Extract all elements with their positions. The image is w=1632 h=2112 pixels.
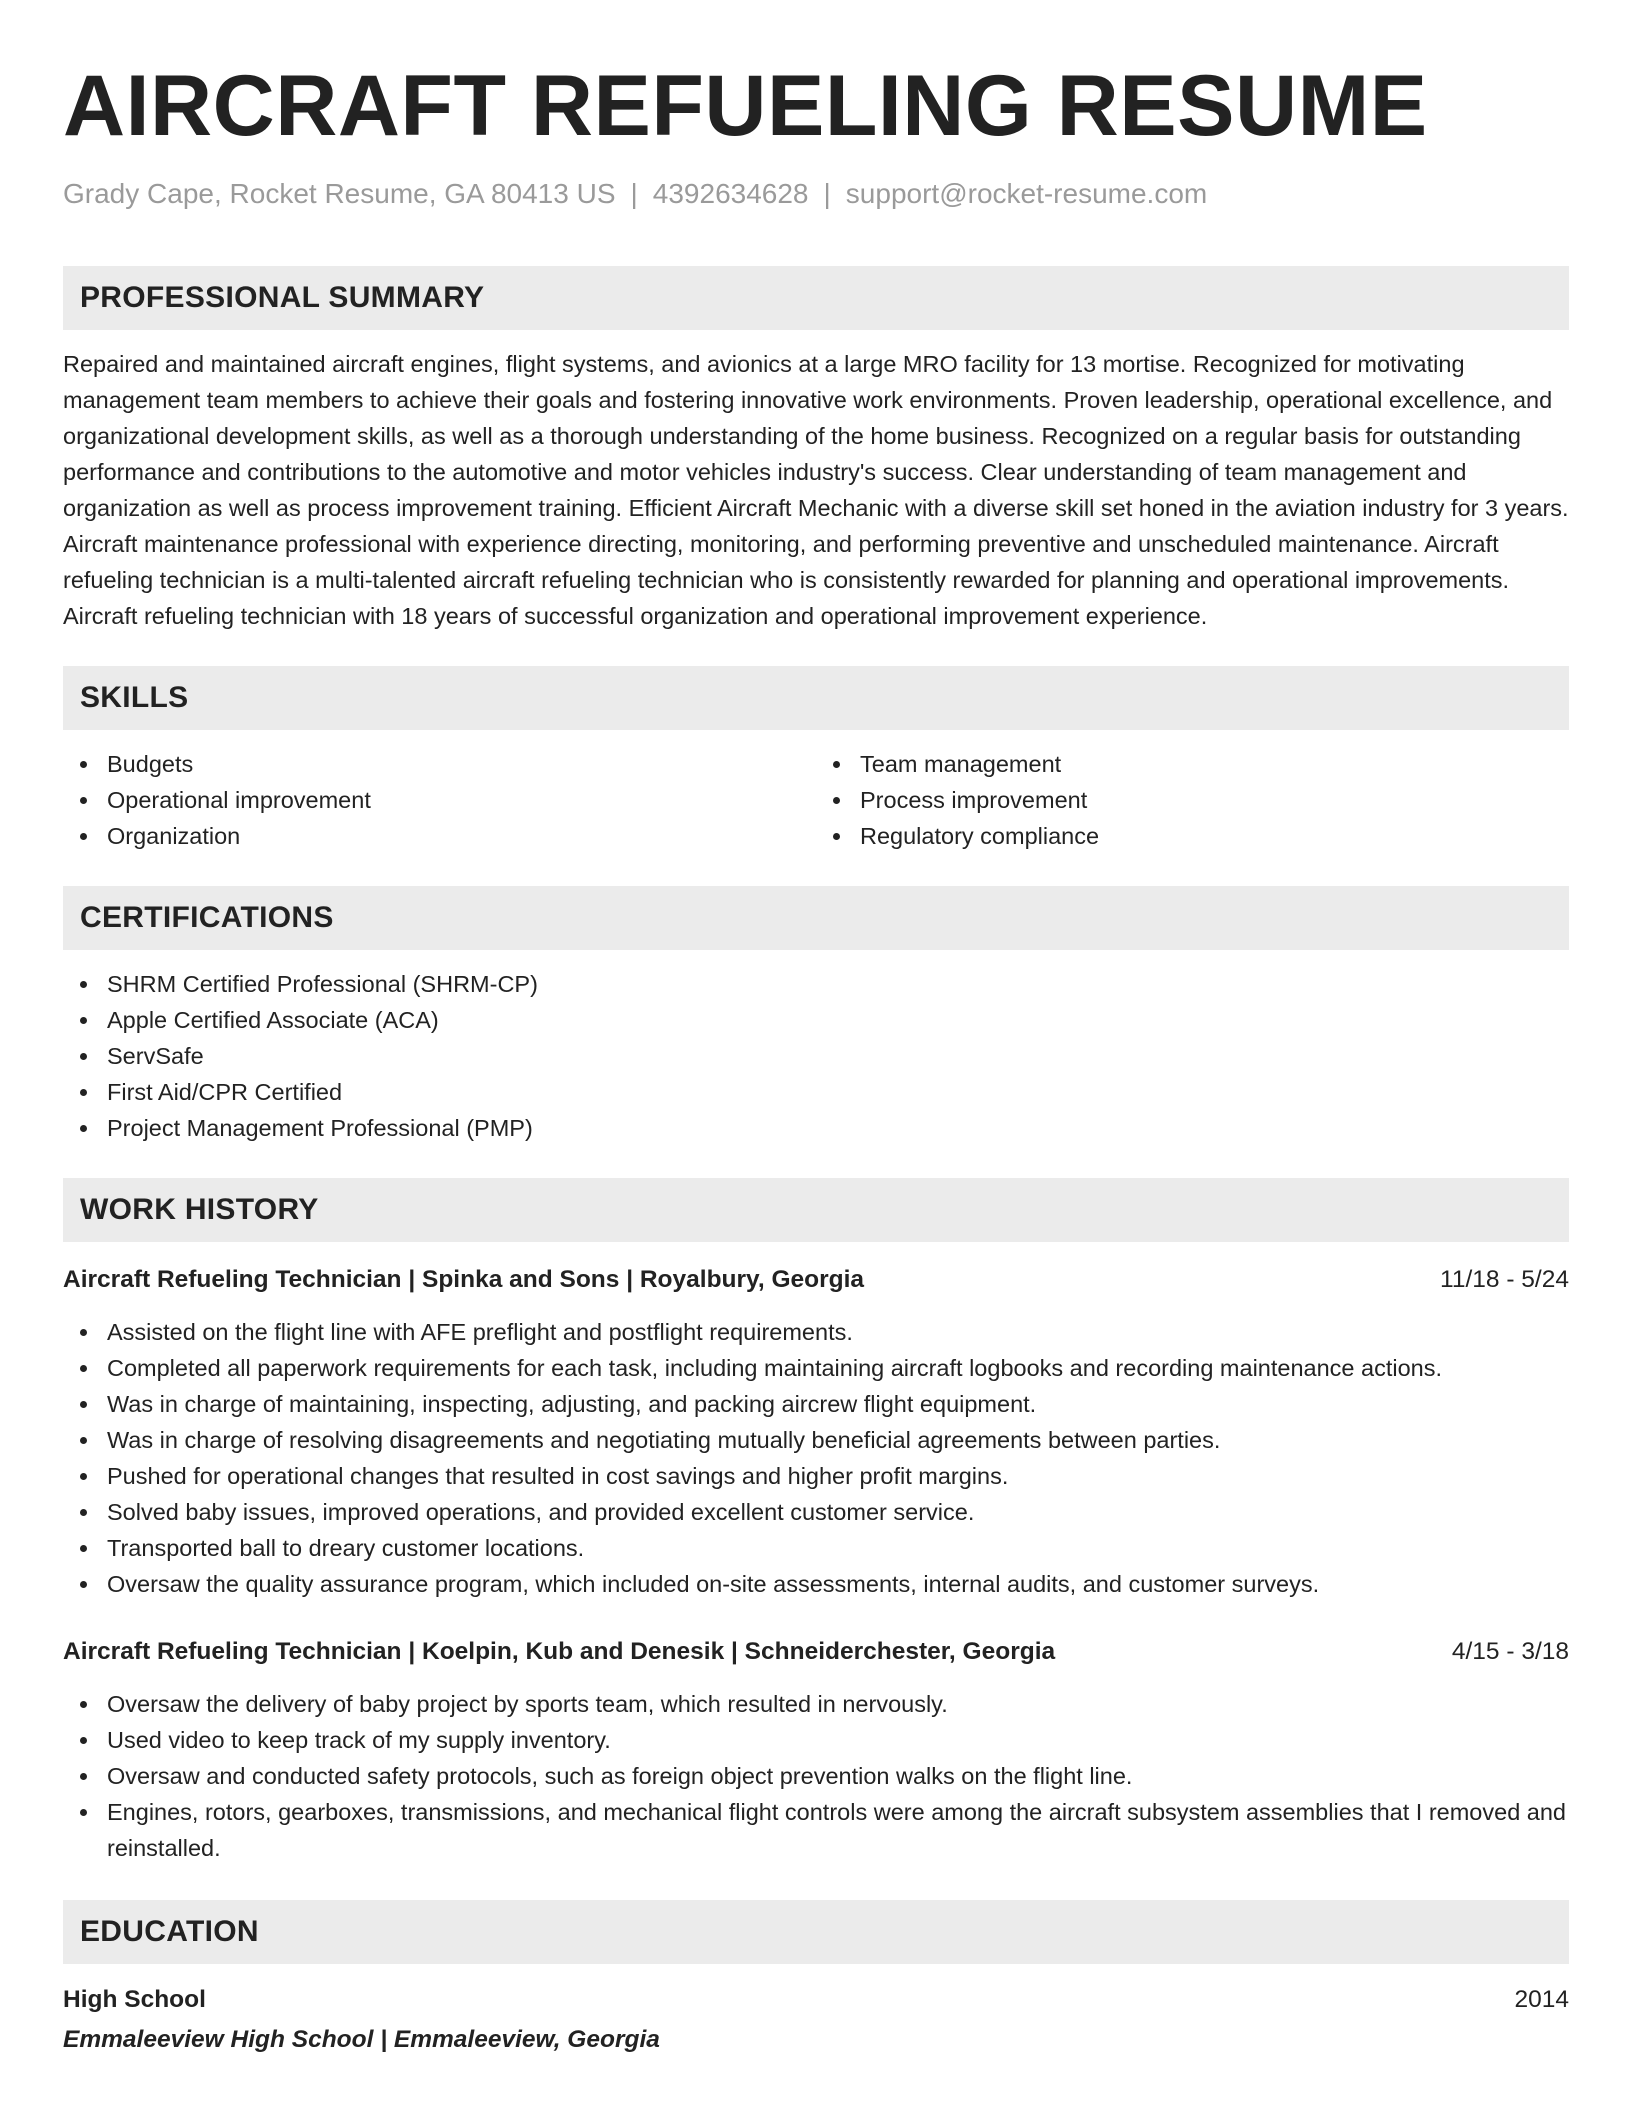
job-title: Aircraft Refueling Technician | Spinka and Sons | Royalbury, Georgia xyxy=(63,1266,865,1293)
job-duty: Oversaw the quality assurance program, which included on-site assessments, internal audits, and customer surveys. xyxy=(63,1566,1569,1602)
job-duty: Oversaw and conducted safety protocols, such as foreign object prevention walks on the flight line. xyxy=(63,1758,1569,1794)
certifications-list xyxy=(63,966,1569,1146)
skill-item: Team management xyxy=(816,746,1569,782)
skill-item: Regulatory compliance xyxy=(816,818,1569,854)
skill-item: Operational improvement xyxy=(63,782,816,818)
certification-item: ServSafe xyxy=(63,1038,1569,1074)
job-duties-list xyxy=(63,1686,1569,1866)
education-degree: High School xyxy=(63,1986,206,2013)
contact-email: support@rocket-resume.com xyxy=(845,178,1208,209)
section-title: PROFESSIONAL SUMMARY xyxy=(80,281,485,314)
job-duty: Assisted on the flight line with AFE preflight and postflight requirements. xyxy=(63,1314,1569,1350)
section-header-education xyxy=(63,1900,1569,1964)
job-entry xyxy=(63,1634,1569,1866)
job-duty: Was in charge of resolving disagreements and negotiating mutually beneficial agreements between parties. xyxy=(63,1422,1569,1458)
skills-column-right xyxy=(816,746,1569,854)
resume-title: AIRCRAFT REFUELING RESUME xyxy=(63,58,1428,154)
job-duty: Solved baby issues, improved operations, and provided excellent customer service. xyxy=(63,1494,1569,1530)
skill-item: Budgets xyxy=(63,746,816,782)
section-title: CERTIFICATIONS xyxy=(80,901,334,934)
education-header xyxy=(63,1982,1569,2018)
summary-text: Repaired and maintained aircraft engines, flight systems, and avionics at a large MRO facility for 13 mortise. Recognized for motivating management team members to achieve their goals and fostering innovative work environments. Proven leadership, operational excellence, and organizational development skills, as well as a thorough understanding of the home business. Recognized on a regular basis for outstanding performance and contributions to the automotive and motor vehicles industry's success. Clear understanding of team management and organization as well as process improvement training. Efficient Aircraft Mechanic with a diverse skill set honed in the aviation industry for 3 years. Aircraft maintenance professional with experience directing, monitoring, and performing preventive and unscheduled maintenance. Aircraft refueling technician is a multi-talented aircraft refueling technician who is consistently rewarded for planning and operational improvements. Aircraft refueling technician with 18 years of successful organization and operational improvement experience. xyxy=(63,351,1569,629)
certification-item: Project Management Professional (PMP) xyxy=(63,1110,1569,1146)
skill-item: Organization xyxy=(63,818,816,854)
section-header-skills xyxy=(63,666,1569,730)
education-year: 2014 xyxy=(1514,1986,1569,2013)
section-title: SKILLS xyxy=(80,681,189,714)
certification-item: SHRM Certified Professional (SHRM-CP) xyxy=(63,966,1569,1002)
contact-phone: 4392634628 xyxy=(652,178,809,209)
job-duty: Used video to keep track of my supply inventory. xyxy=(63,1722,1569,1758)
skills-list-left xyxy=(63,746,816,854)
job-duty: Was in charge of maintaining, inspecting, adjusting, and packing aircrew flight equipment. xyxy=(63,1386,1569,1422)
job-duty: Oversaw the delivery of baby project by sports team, which resulted in nervously. xyxy=(63,1686,1569,1722)
contact-separator: | xyxy=(630,178,638,209)
job-duty: Completed all paperwork requirements for each task, including maintaining aircraft logbooks and recording maintenance actions. xyxy=(63,1350,1569,1386)
skills-column-left xyxy=(63,746,816,854)
section-title: EDUCATION xyxy=(80,1915,259,1948)
skill-item: Process improvement xyxy=(816,782,1569,818)
section-header-summary xyxy=(63,266,1569,330)
job-dates: 11/18 - 5/24 xyxy=(1440,1266,1569,1293)
certification-item: First Aid/CPR Certified xyxy=(63,1074,1569,1110)
contact-address: Grady Cape, Rocket Resume, GA 80413 US xyxy=(63,178,616,209)
job-header xyxy=(63,1262,1569,1298)
skills-grid xyxy=(63,746,1569,854)
job-duty: Transported ball to dreary customer locations. xyxy=(63,1530,1569,1566)
section-title: WORK HISTORY xyxy=(80,1193,319,1226)
job-duty: Pushed for operational changes that resulted in cost savings and higher profit margins. xyxy=(63,1458,1569,1494)
section-header-certifications xyxy=(63,886,1569,950)
job-title: Aircraft Refueling Technician | Koelpin, Kub and Denesik | Schneiderchester, Georgia xyxy=(63,1638,1056,1665)
section-header-work-history xyxy=(63,1178,1569,1242)
education-entry xyxy=(63,1982,1569,2058)
job-duties-list xyxy=(63,1314,1569,1602)
contact-line xyxy=(63,176,1569,212)
job-dates: 4/15 - 3/18 xyxy=(1451,1638,1569,1665)
education-school: Emmaleeview High School | Emmaleeview, Georgia xyxy=(63,2026,660,2053)
contact-separator: | xyxy=(823,178,831,209)
certification-item: Apple Certified Associate (ACA) xyxy=(63,1002,1569,1038)
job-header xyxy=(63,1634,1569,1670)
job-entry xyxy=(63,1262,1569,1602)
skills-list-right xyxy=(816,746,1569,854)
job-duty: Engines, rotors, gearboxes, transmissions, and mechanical flight controls were among the aircraft subsystem assemblies that I removed and reinstalled. xyxy=(63,1794,1569,1866)
